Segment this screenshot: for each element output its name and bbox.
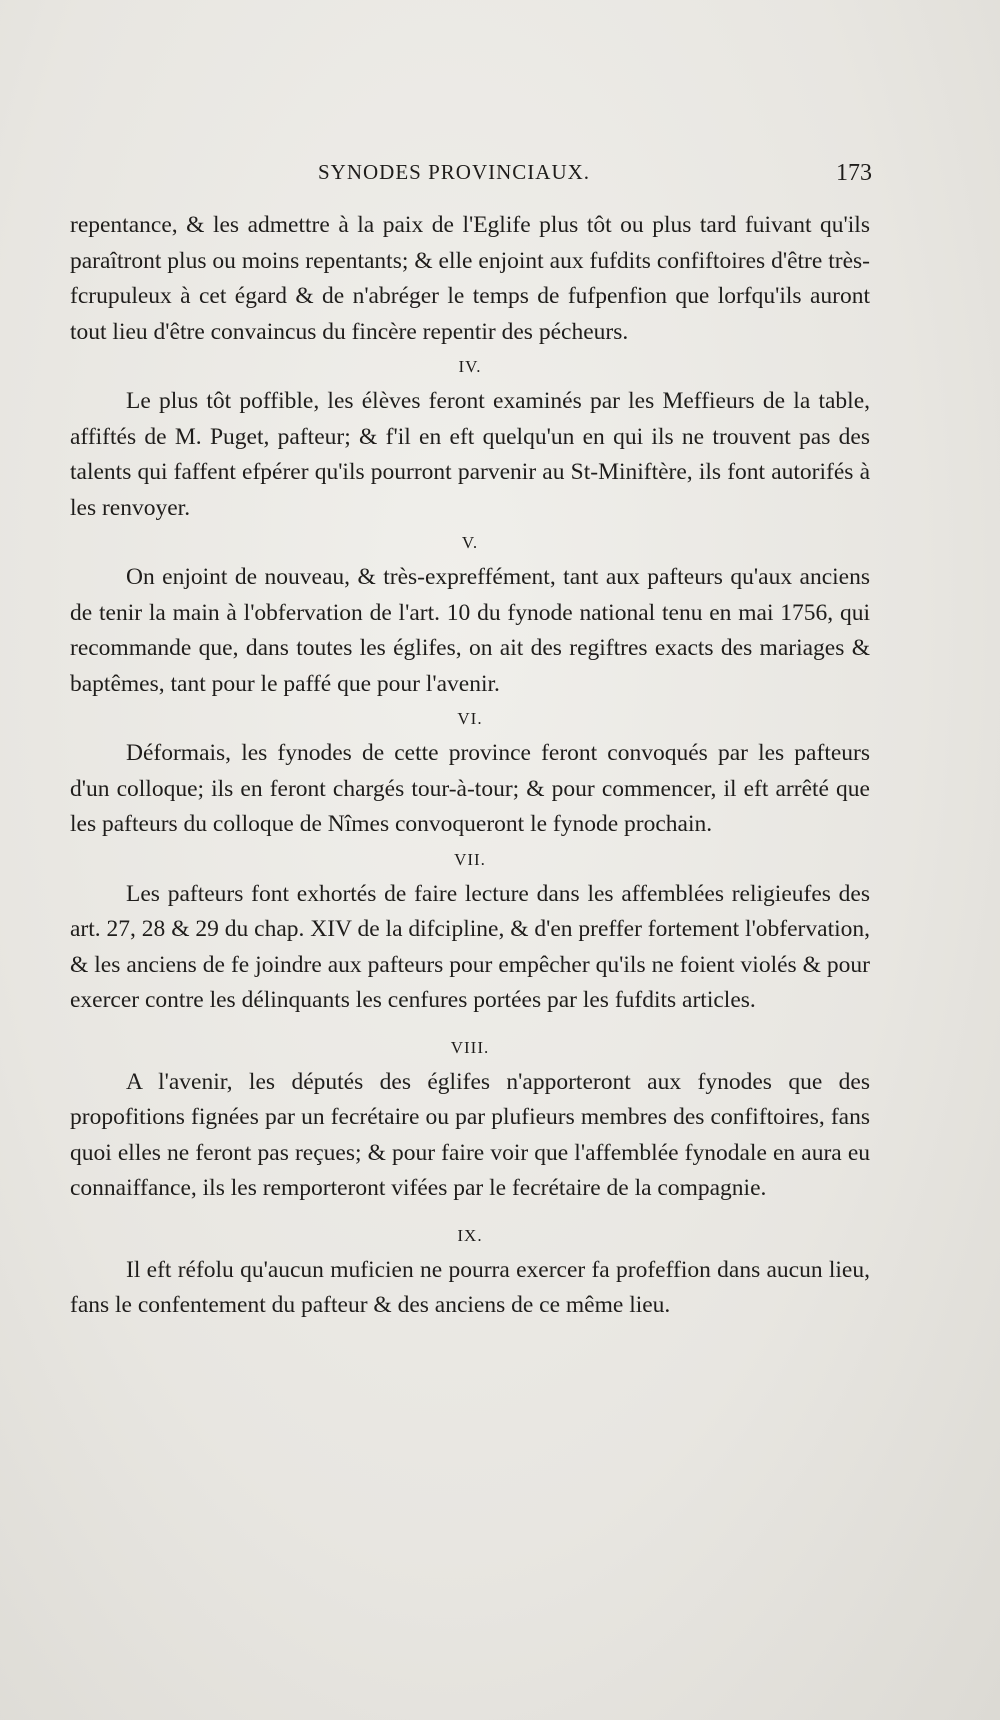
article-numeral-v: V.	[461, 533, 479, 552]
page-number: 173	[836, 160, 872, 186]
article-numeral-viii: VIII.	[450, 1037, 490, 1057]
page-header	[70, 160, 870, 200]
article-v-text: On enjoint de nouveau, & très-expreffément, tant aux pafteurs qu'aux anciens de tenir la main à l'obfervation de l'art. 10 du fynode national tenu en mai 1756, qui recommande que, dans toutes les églifes, on ait des regiftres exacts des mariages & baptêmes, tant pour le paffé que pour l'avenir.	[70, 564, 870, 697]
article-vi-text: Déformais, les fynodes de cette province feront convoqués par les pafteurs d'un colloque; ils en feront chargés tour-à-tour; & pour commencer, il eft arrêté que les pafteurs du colloque de Nîmes convoqueront le fynode prochain.	[70, 740, 870, 837]
spacer	[70, 1207, 870, 1219]
article-numeral-ix: IX.	[457, 1225, 483, 1245]
paragraph-continuation: repentance, & les admettre à la paix de l'Eglife plus tôt ou plus tard fuivant qu'ils paraîtront plus ou moins repentants; & elle enjoint aux fufdits confiftoires d'être très-fcrupuleux à cet égard & de n'abréger le temps de fufpenfion que lorfqu'ils auront tout lieu d'être convaincus du fincère repentir des pécheurs.	[70, 212, 870, 345]
article-vii-text: Les pafteurs font exhortés de faire lecture dans les affemblées religieufes des art. 27, 28 & 29 du chap. XIV de la difcipline, & d'en preffer fortement l'obfervation, & les anciens de fe joindre aux pafteurs pour empêcher qu'ils ne foient violés & pour exercer contre les délinquants les cenfures portées par les fufdits articles.	[70, 880, 870, 1013]
article-iv-text: Le plus tôt poffible, les élèves feront examinés par les Meffieurs de la table, affiftés de M. Puget, pafteur; & f'il en eft quelqu'un en qui ils ne trouvent pas des talents qui faffent efpérer qu'ils pourront parvenir au St-Miniftère, ils font autorifés à les renvoyer.	[70, 388, 870, 521]
running-title: SYNODES PROVINCIAUX.	[318, 160, 591, 184]
article-ix-text: Il eft réfolu qu'aucun muficien ne pourra exercer fa profeffion dans aucun lieu, fans le confentement du pafteur & des anciens de ce même lieu.	[70, 1256, 870, 1318]
article-viii-text: A l'avenir, les députés des églifes n'apporteront aux fynodes que des propofitions fignées par un fecrétaire ou par plufieurs membres des confiftoires, fans quoi elles ne feront pas reçues; & pour faire voir que l'affemblée fynodale en aura eu connaiffance, ils les remporteront vifées par le fecrétaire de la compagnie.	[70, 1068, 870, 1201]
article-numeral-vii: VII.	[454, 849, 486, 869]
article-numeral-iv: IV.	[458, 357, 482, 376]
article-numeral-vi: VI.	[457, 709, 483, 728]
body-text	[70, 208, 870, 1324]
spacer	[70, 1019, 870, 1031]
